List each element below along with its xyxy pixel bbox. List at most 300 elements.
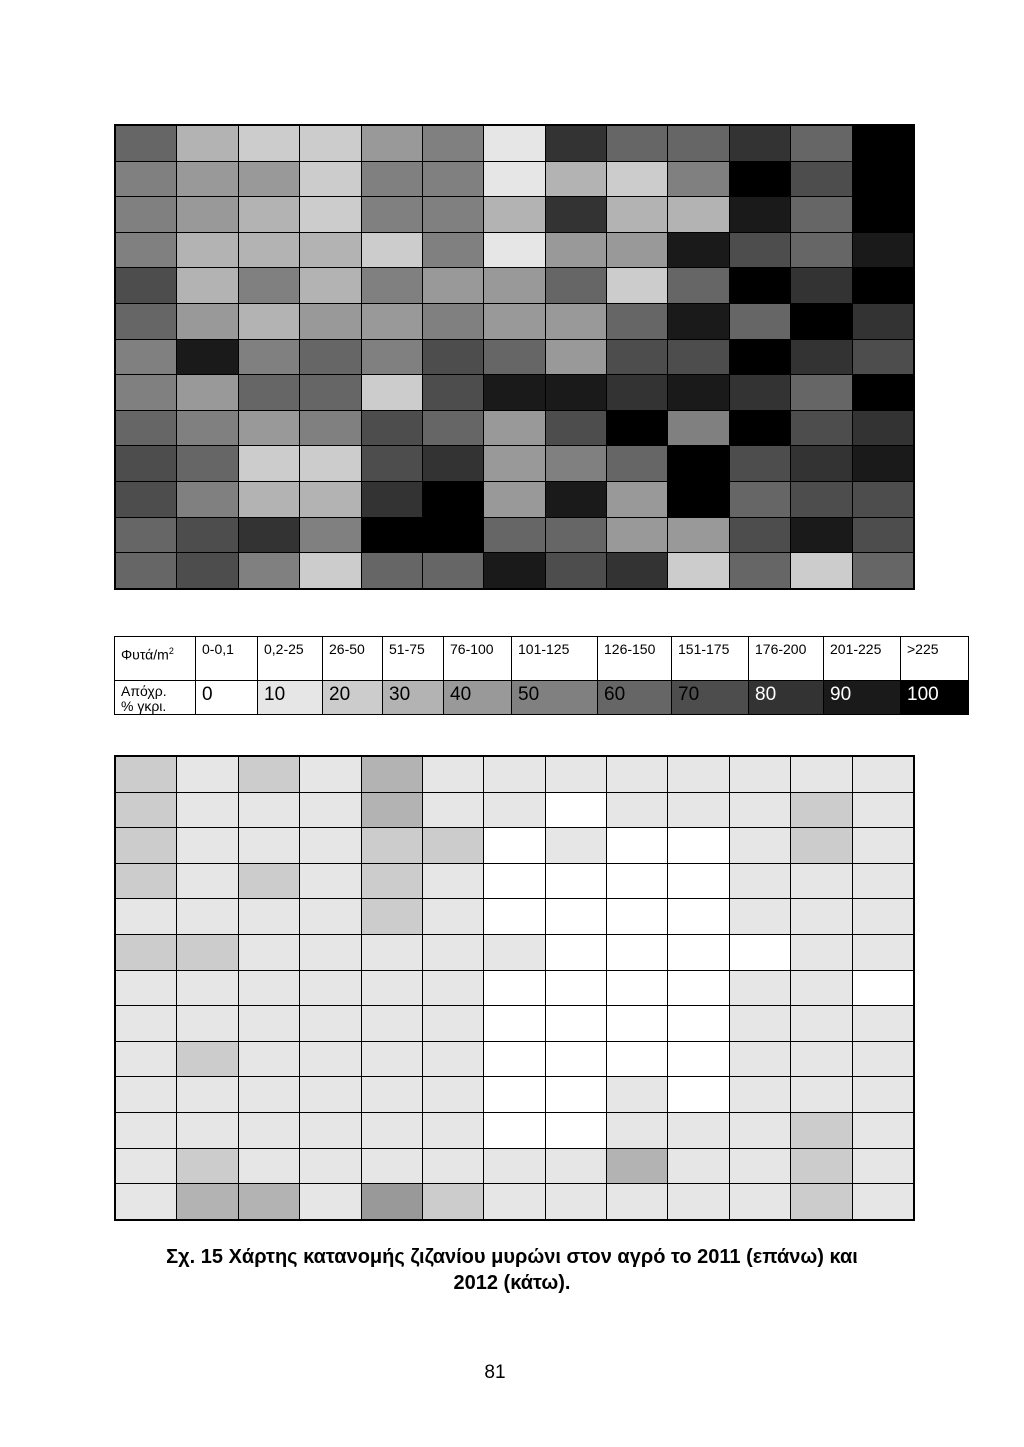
legend-density-range: 151-175 [672, 637, 749, 681]
map-2011-cell [668, 304, 729, 340]
map-2011-cell [238, 268, 299, 304]
map-2012-cell [238, 1184, 299, 1220]
map-2011-cell [852, 517, 914, 553]
map-2011-cell [116, 375, 177, 411]
map-2011-cell [361, 304, 422, 340]
map-2012-cell [484, 792, 545, 828]
map-2012-cell [852, 1184, 914, 1220]
map-2012-cell [361, 1184, 422, 1220]
map-2011-cell [116, 232, 177, 268]
weed-map-2012 [114, 755, 915, 1221]
map-2011-cell [607, 339, 668, 375]
map-2011-cell [116, 517, 177, 553]
map-2012-cell [300, 1077, 361, 1113]
map-2011-cell [177, 375, 238, 411]
map-2011-cell [668, 126, 729, 162]
map-2012-cell [607, 1077, 668, 1113]
map-2011-cell [607, 161, 668, 197]
map-2012-cell [177, 828, 238, 864]
legend-gray-swatch: 30 [383, 681, 444, 715]
map-2012-cell [177, 757, 238, 793]
map-2012-cell [238, 792, 299, 828]
map-2011-cell [361, 517, 422, 553]
legend-gray-swatch: 50 [512, 681, 598, 715]
map-2011-cell [668, 517, 729, 553]
map-2011-cell [791, 446, 852, 482]
map-2012-cell [668, 935, 729, 971]
map-2011-row [116, 161, 914, 197]
map-2011-cell [668, 197, 729, 233]
map-2012-cell [852, 863, 914, 899]
map-2011-cell [116, 410, 177, 446]
map-2012-cell [484, 1184, 545, 1220]
map-2012-cell [729, 792, 790, 828]
map-2012-cell [668, 828, 729, 864]
map-2011-cell [116, 553, 177, 589]
map-2011-cell [545, 553, 606, 589]
map-2011-cell [791, 517, 852, 553]
map-2012-cell [668, 1184, 729, 1220]
map-2012-cell [852, 1077, 914, 1113]
map-2011-cell [545, 446, 606, 482]
map-2012-cell [668, 1113, 729, 1149]
map-2011-row [116, 304, 914, 340]
map-2012-cell [668, 1041, 729, 1077]
map-2011-cell [422, 161, 483, 197]
map-2012-cell [116, 792, 177, 828]
map-2012-cell [607, 1148, 668, 1184]
map-2011-cell [422, 197, 483, 233]
map-2011-cell [852, 482, 914, 518]
map-2012-cell [607, 1006, 668, 1042]
map-2011-cell [668, 161, 729, 197]
map-2012-cell [791, 863, 852, 899]
legend-density-range: 101-125 [512, 637, 598, 681]
map-2011-cell [177, 126, 238, 162]
map-2012-cell [852, 792, 914, 828]
map-2011-cell [361, 268, 422, 304]
map-2011-cell [177, 197, 238, 233]
map-2012-cell [116, 935, 177, 971]
map-2011-cell [852, 232, 914, 268]
map-2012-cell [791, 828, 852, 864]
weed-map-2012-table [115, 756, 914, 1220]
map-2011-cell [607, 553, 668, 589]
map-2011-cell [484, 482, 545, 518]
map-2012-row [116, 1006, 914, 1042]
map-2012-cell [300, 899, 361, 935]
map-2011-cell [361, 161, 422, 197]
map-2011-cell [361, 410, 422, 446]
map-2012-cell [729, 970, 790, 1006]
map-2011-cell [116, 446, 177, 482]
map-2012-cell [422, 1077, 483, 1113]
map-2012-cell [791, 757, 852, 793]
map-2012-cell [729, 899, 790, 935]
map-2012-cell [177, 1148, 238, 1184]
map-2012-cell [484, 1077, 545, 1113]
map-2011-cell [361, 446, 422, 482]
map-2011-cell [238, 553, 299, 589]
legend-density-range: >225 [901, 637, 969, 681]
legend-density-row [115, 637, 969, 681]
map-2011-cell [422, 339, 483, 375]
legend-gray-header [115, 681, 196, 715]
map-2012-cell [668, 1006, 729, 1042]
map-2011-cell [422, 553, 483, 589]
map-2012-cell [300, 863, 361, 899]
map-2012-cell [361, 1077, 422, 1113]
map-2012-row [116, 792, 914, 828]
map-2012-cell [238, 1148, 299, 1184]
map-2011-cell [852, 375, 914, 411]
figure-caption [60, 1244, 964, 1296]
map-2011-cell [177, 410, 238, 446]
map-2011-cell [300, 517, 361, 553]
map-2012-cell [852, 899, 914, 935]
map-2011-cell [791, 126, 852, 162]
map-2012-cell [852, 1006, 914, 1042]
map-2012-cell [422, 1148, 483, 1184]
map-2011-cell [545, 482, 606, 518]
gray-header-line1: Απόχρ. [121, 683, 167, 699]
map-2012-cell [791, 970, 852, 1006]
map-2012-cell [852, 970, 914, 1006]
legend-gray-swatch: 100 [901, 681, 969, 715]
map-2011-row [116, 339, 914, 375]
map-2012-cell [300, 970, 361, 1006]
map-2011-cell [422, 126, 483, 162]
legend-table [114, 636, 968, 714]
map-2011-cell [729, 126, 790, 162]
map-2011-cell [852, 268, 914, 304]
map-2012-cell [177, 899, 238, 935]
map-2011-cell [607, 446, 668, 482]
map-2012-row [116, 828, 914, 864]
map-2012-cell [607, 899, 668, 935]
map-2012-cell [545, 1041, 606, 1077]
map-2012-cell [668, 970, 729, 1006]
map-2011-row [116, 375, 914, 411]
map-2011-row [116, 232, 914, 268]
map-2011-cell [116, 304, 177, 340]
map-2012-cell [729, 757, 790, 793]
map-2011-cell [238, 126, 299, 162]
map-2011-cell [422, 304, 483, 340]
map-2012-cell [729, 828, 790, 864]
legend-density-range: 126-150 [598, 637, 672, 681]
map-2011-cell [852, 553, 914, 589]
map-2011-cell [729, 161, 790, 197]
map-2011-cell [238, 375, 299, 411]
map-2011-cell [545, 517, 606, 553]
map-2012-cell [361, 1041, 422, 1077]
map-2011-row [116, 268, 914, 304]
map-2011-cell [177, 553, 238, 589]
map-2011-cell [177, 304, 238, 340]
page-number: 81 [484, 1362, 506, 1383]
map-2011-cell [238, 446, 299, 482]
legend-gray-swatch: 70 [672, 681, 749, 715]
map-2012-cell [177, 1006, 238, 1042]
map-2011-cell [484, 517, 545, 553]
map-2012-cell [545, 828, 606, 864]
map-2011-cell [791, 482, 852, 518]
map-2012-cell [545, 1077, 606, 1113]
map-2011-cell [238, 197, 299, 233]
map-2011-cell [116, 161, 177, 197]
gray-header-line2: % γκρι. [121, 698, 167, 714]
map-2012-cell [361, 1113, 422, 1149]
map-2012-cell [545, 757, 606, 793]
map-2012-cell [422, 757, 483, 793]
legend-density-range: 51-75 [383, 637, 444, 681]
map-2012-cell [422, 828, 483, 864]
map-2012-cell [729, 1113, 790, 1149]
map-2012-cell [607, 970, 668, 1006]
map-2011-cell [729, 553, 790, 589]
map-2011-cell [852, 161, 914, 197]
map-2011-cell [116, 268, 177, 304]
map-2011-cell [484, 161, 545, 197]
map-2011-cell [545, 339, 606, 375]
map-2012-cell [791, 1184, 852, 1220]
map-2012-row [116, 935, 914, 971]
map-2011-cell [238, 410, 299, 446]
map-2012-cell [422, 1041, 483, 1077]
map-2012-cell [361, 899, 422, 935]
map-2011-cell [791, 268, 852, 304]
map-2011-cell [545, 232, 606, 268]
map-2011-cell [668, 232, 729, 268]
map-2012-cell [545, 863, 606, 899]
map-2012-cell [177, 935, 238, 971]
map-2012-cell [238, 1041, 299, 1077]
map-2012-cell [729, 1041, 790, 1077]
map-2012-row [116, 970, 914, 1006]
map-2011-cell [177, 161, 238, 197]
map-2011-cell [300, 126, 361, 162]
map-2011-cell [422, 410, 483, 446]
map-2012-cell [791, 1148, 852, 1184]
map-2011-cell [484, 304, 545, 340]
map-2012-cell [177, 1077, 238, 1113]
map-2012-cell [361, 863, 422, 899]
map-2011-cell [238, 304, 299, 340]
map-2011-row [116, 517, 914, 553]
map-2012-cell [238, 1006, 299, 1042]
map-2011-cell [852, 304, 914, 340]
map-2011-cell [300, 197, 361, 233]
map-2011-cell [238, 339, 299, 375]
map-2012-cell [484, 1041, 545, 1077]
map-2012-cell [791, 1113, 852, 1149]
map-2012-cell [729, 1148, 790, 1184]
map-2012-cell [607, 828, 668, 864]
map-2012-cell [668, 1148, 729, 1184]
map-2011-cell [177, 517, 238, 553]
map-2011-cell [361, 339, 422, 375]
legend-gray-row [115, 681, 969, 715]
legend-gray-swatch: 60 [598, 681, 672, 715]
map-2011-cell [545, 410, 606, 446]
map-2012-row [116, 899, 914, 935]
map-2011-cell [607, 197, 668, 233]
map-2011-cell [300, 232, 361, 268]
legend-density-range: 26-50 [323, 637, 383, 681]
map-2012-cell [545, 1113, 606, 1149]
map-2012-cell [791, 792, 852, 828]
map-2011-cell [729, 197, 790, 233]
map-2011-cell [238, 517, 299, 553]
map-2012-cell [607, 1041, 668, 1077]
map-2011-row [116, 446, 914, 482]
map-2012-cell [852, 1041, 914, 1077]
map-2012-cell [116, 1148, 177, 1184]
map-2011-cell [361, 375, 422, 411]
map-2012-cell [177, 970, 238, 1006]
map-2011-cell [791, 339, 852, 375]
map-2012-cell [729, 863, 790, 899]
map-2011-cell [422, 375, 483, 411]
map-2012-cell [668, 863, 729, 899]
map-2011-cell [545, 126, 606, 162]
map-2011-cell [668, 410, 729, 446]
map-2011-cell [300, 375, 361, 411]
map-2012-cell [484, 1006, 545, 1042]
map-2012-cell [729, 935, 790, 971]
map-2011-cell [852, 126, 914, 162]
map-2011-cell [852, 446, 914, 482]
map-2011-cell [484, 197, 545, 233]
map-2011-cell [545, 197, 606, 233]
map-2011-cell [422, 482, 483, 518]
map-2012-cell [238, 935, 299, 971]
map-2012-cell [177, 792, 238, 828]
map-2011-cell [607, 482, 668, 518]
map-2012-cell [729, 1077, 790, 1113]
map-2012-cell [607, 792, 668, 828]
map-2011-cell [116, 126, 177, 162]
map-2012-cell [422, 935, 483, 971]
map-2011-cell [300, 304, 361, 340]
map-2012-cell [791, 1006, 852, 1042]
caption-line-2: 2012 (κάτω). [453, 1272, 571, 1294]
map-2012-cell [361, 828, 422, 864]
map-2012-cell [484, 935, 545, 971]
map-2012-cell [852, 1113, 914, 1149]
map-2011-cell [545, 161, 606, 197]
map-2011-cell [484, 446, 545, 482]
map-2011-cell [300, 161, 361, 197]
map-2012-cell [300, 828, 361, 864]
map-2011-cell [361, 232, 422, 268]
map-2012-cell [791, 1077, 852, 1113]
map-2011-row [116, 410, 914, 446]
map-2012-cell [668, 757, 729, 793]
map-2011-cell [729, 232, 790, 268]
map-2011-cell [729, 482, 790, 518]
map-2011-cell [422, 268, 483, 304]
map-2012-row [116, 1184, 914, 1220]
map-2012-row [116, 1041, 914, 1077]
map-2012-row [116, 757, 914, 793]
legend-density-range: 0-0,1 [196, 637, 258, 681]
map-2012-cell [300, 757, 361, 793]
map-2012-cell [668, 1077, 729, 1113]
map-2011-cell [300, 446, 361, 482]
map-2012-cell [116, 899, 177, 935]
map-2012-cell [361, 1148, 422, 1184]
map-2012-cell [238, 828, 299, 864]
density-header-sup: 2 [168, 646, 174, 656]
map-2011-cell [177, 268, 238, 304]
map-2012-cell [545, 935, 606, 971]
map-2012-cell [238, 1113, 299, 1149]
map-2012-cell [300, 792, 361, 828]
map-2011-cell [607, 126, 668, 162]
map-2011-cell [791, 197, 852, 233]
map-2012-cell [729, 1006, 790, 1042]
legend-gray-swatch: 40 [444, 681, 512, 715]
map-2012-cell [116, 1113, 177, 1149]
map-2012-cell [422, 1184, 483, 1220]
caption-line-1: Σχ. 15 Χάρτης κατανομής ζιζανίου μυρώνι στον αγρό το 2011 (επάνω) και [166, 1246, 858, 1268]
map-2011-cell [607, 517, 668, 553]
map-2012-cell [177, 1184, 238, 1220]
map-2011-cell [791, 232, 852, 268]
map-2011-cell [607, 268, 668, 304]
map-2012-cell [361, 935, 422, 971]
map-2011-cell [484, 410, 545, 446]
legend-density-range: 0,2-25 [258, 637, 323, 681]
map-2012-row [116, 1148, 914, 1184]
map-2012-cell [484, 863, 545, 899]
map-2011-cell [238, 161, 299, 197]
map-2011-cell [361, 482, 422, 518]
map-2012-cell [545, 1006, 606, 1042]
map-2012-row [116, 1077, 914, 1113]
map-2012-cell [300, 1184, 361, 1220]
map-2012-cell [422, 863, 483, 899]
legend-density-range: 76-100 [444, 637, 512, 681]
map-2012-cell [361, 970, 422, 1006]
map-2012-cell [116, 1041, 177, 1077]
map-2011-row [116, 197, 914, 233]
map-2011-cell [484, 553, 545, 589]
weed-map-2011-table [115, 125, 914, 589]
map-2012-cell [484, 828, 545, 864]
legend-density-header [115, 637, 196, 681]
map-2012-cell [116, 863, 177, 899]
map-2011-cell [791, 304, 852, 340]
map-2012-cell [300, 1006, 361, 1042]
map-2012-cell [116, 970, 177, 1006]
map-2011-cell [300, 553, 361, 589]
map-2012-cell [238, 970, 299, 1006]
map-2011-cell [177, 482, 238, 518]
map-2012-cell [668, 792, 729, 828]
map-2012-cell [177, 1113, 238, 1149]
map-2011-cell [791, 375, 852, 411]
map-2012-cell [484, 757, 545, 793]
density-header-text: Φυτά/m [121, 646, 169, 663]
map-2011-cell [729, 517, 790, 553]
map-2012-cell [238, 1077, 299, 1113]
map-2011-cell [422, 517, 483, 553]
map-2012-cell [484, 970, 545, 1006]
map-2012-cell [852, 935, 914, 971]
